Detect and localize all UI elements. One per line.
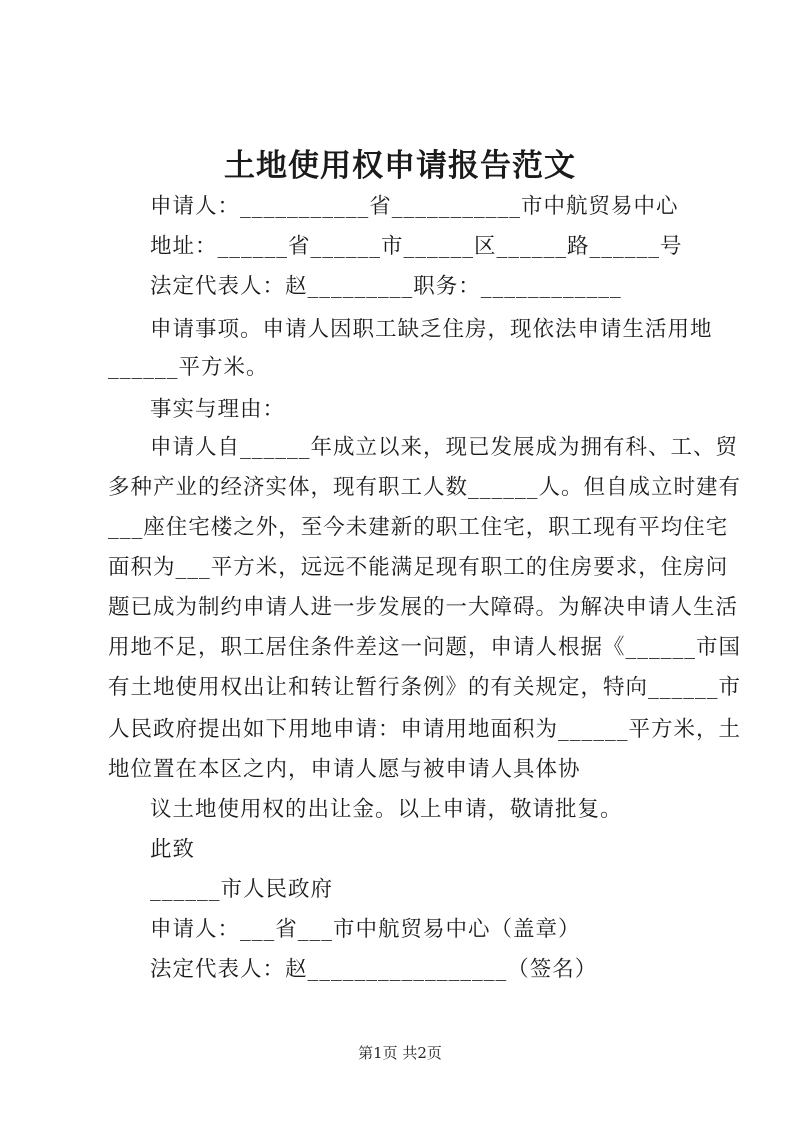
signature-legal-rep-line: 法定代表人：赵_________________（签名） — [150, 957, 598, 982]
body-line-3: ___座住宅楼之外，至今未建新的职工住宅，职工现有平均住宅 — [108, 515, 729, 540]
page-number: 第1页 共2页 — [358, 1044, 442, 1062]
body-line-7: 有土地使用权出让和转让暂行条例》的有关规定，特向______市 — [108, 675, 742, 700]
request-items-line: 申请事项。申请人因职工缺乏住房，现依法申请生活用地 — [150, 317, 713, 342]
applicant-line: 申请人：___________省___________市中航贸易中心 — [150, 194, 679, 219]
body-line-8: 人民政府提出如下用地申请：申请用地面积为______平方米，土 — [108, 717, 742, 742]
legal-rep-line: 法定代表人：赵_________职务：____________ — [150, 274, 622, 299]
salutation: 此致 — [150, 837, 196, 862]
body-line-6: 用地不足，职工居住条件差这一问题，申请人根据《______市国 — [108, 635, 742, 660]
body-line-2: 多种产业的经济实体，现有职工人数______人。但自成立时建有 — [108, 475, 742, 500]
request-area-line: ______平方米。 — [108, 355, 269, 380]
signature-applicant-line: 申请人：___省___市中航贸易中心（盖章） — [150, 917, 581, 942]
recipient-line: ______市人民政府 — [150, 877, 334, 902]
address-line: 地址：______省______市______区______路______号 — [150, 234, 683, 259]
body-line-5: 题已成为制约申请人进一步发展的一大障碍。为解决申请人生活 — [108, 595, 739, 620]
body-line-9: 地位置在本区之内，申请人愿与被申请人具体协 — [108, 757, 581, 782]
body-line-10: 议土地使用权的出让金。以上申请，敬请批复。 — [150, 797, 623, 822]
body-line-4: 面积为___平方米，远远不能满足现有职工的住房要求，住房问 — [108, 555, 729, 580]
facts-heading: 事实与理由： — [150, 397, 286, 422]
document-title: 土地使用权申请报告范文 — [224, 148, 576, 184]
body-line-1: 申请人自______年成立以来，现已发展成为拥有科、工、贸 — [150, 435, 739, 460]
